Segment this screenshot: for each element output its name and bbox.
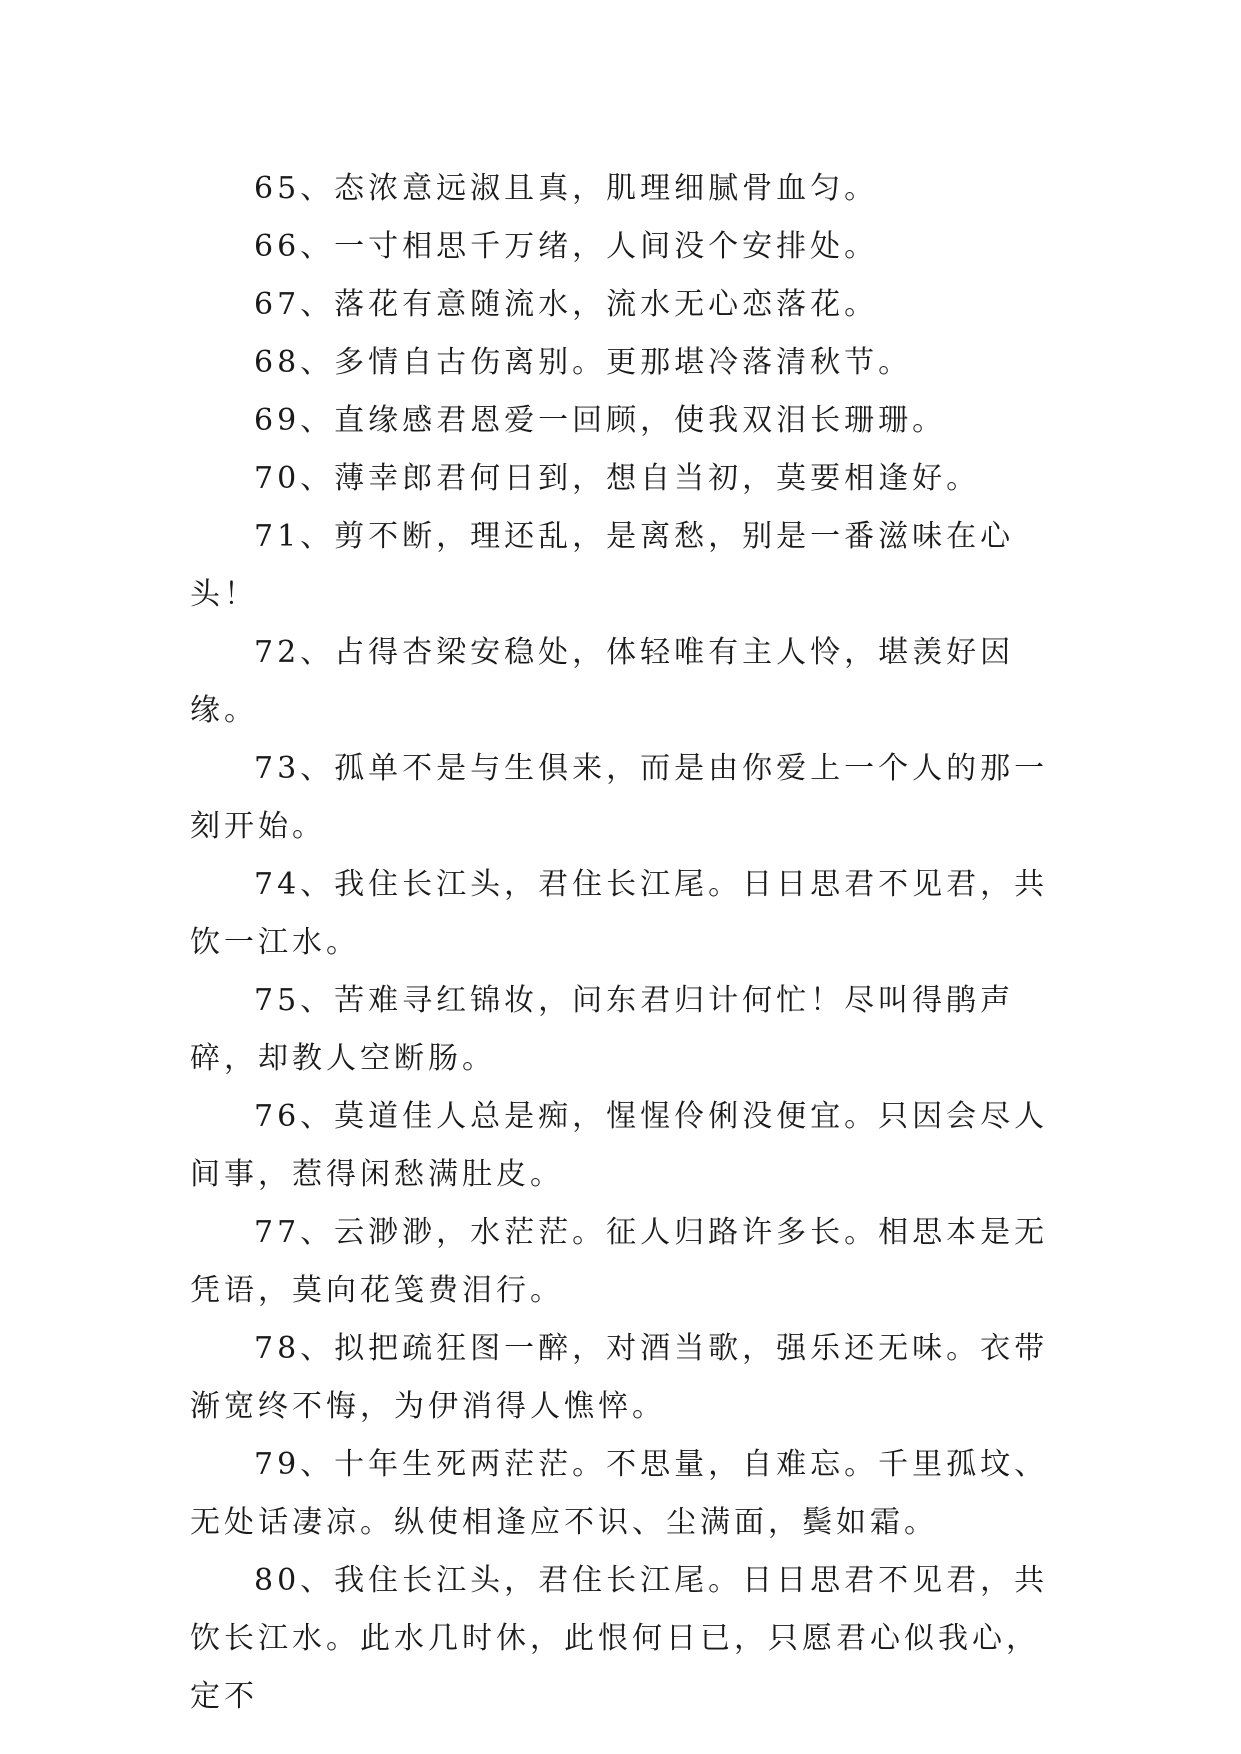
- poem-line-77: 77、云渺渺，水茫茫。征人归路许多长。相思本是无凭语，莫向花笺费泪行。: [190, 1215, 1049, 1308]
- poem-list: [190, 160, 1070, 1726]
- poem-line-73: 73、孤单不是与生俱来，而是由你爱上一个人的那一刻开始。: [190, 751, 1049, 844]
- poem-line-78: 78、拟把疏狂图一醉，对酒当歌，强乐还无味。衣带渐宽终不悔，为伊消得人憔悴。: [190, 1331, 1049, 1424]
- poem-line-72: 72、占得杏梁安稳处，体轻唯有主人怜，堪羡好因缘。: [190, 635, 1015, 728]
- poem-line-80: 80、我住长江头，君住长江尾。日日思君不见君，共饮长江水。此水几时休，此恨何日已，只愿君心似我心，定不: [190, 1563, 1049, 1714]
- poem-line-71: 71、剪不断，理还乱，是离愁，别是一番滋味在心头！: [190, 519, 1015, 612]
- poem-line-69: 69、直缘感君恩爱一回顾，使我双泪长珊珊。: [254, 403, 947, 438]
- poem-line-68: 68、多情自古伤离别。更那堪冷落清秋节。: [254, 345, 913, 380]
- poem-line-76: 76、莫道佳人总是痴，惺惺伶俐没便宜。只因会尽人间事，惹得闲愁满肚皮。: [190, 1099, 1049, 1192]
- poem-line-75: 75、苦难寻红锦妆，问东君归计何忙！尽叫得鹃声碎，却教人空断肠。: [190, 983, 1015, 1076]
- poem-line-79: 79、十年生死两茫茫。不思量，自难忘。千里孤坟、无处话凄凉。纵使相逢应不识、尘满面，鬓如霜。: [190, 1447, 1049, 1540]
- poem-line-67: 67、落花有意随流水，流水无心恋落花。: [254, 287, 879, 322]
- poem-line-65: 65、态浓意远淑且真，肌理细腻骨血匀。: [254, 171, 879, 206]
- poem-line-66: 66、一寸相思千万绪，人间没个安排处。: [254, 229, 879, 264]
- poem-line-74: 74、我住长江头，君住长江尾。日日思君不见君，共饮一江水。: [190, 867, 1049, 960]
- poem-line-70: 70、薄幸郎君何日到，想自当初，莫要相逢好。: [254, 461, 981, 496]
